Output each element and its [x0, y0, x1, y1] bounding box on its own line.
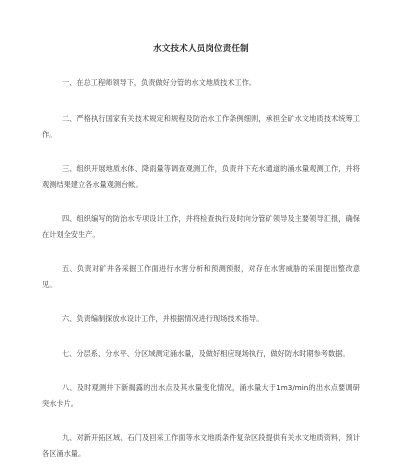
paragraph-9: 九、对新开拓区域、石门及回采工作面等水文地质条件复杂区段提供有关水文地质资料，预计各区涌水量。: [42, 432, 360, 458]
paragraph-8: 八、及时观测井下新揭露的出水点及其水量变化情况，涌水量大于1m3/min的出水点要调研突水卡片。: [42, 382, 360, 408]
paragraph-5: 五、负责对矿井各采掘工作面进行水害分析和预测预报，对存在水害威胁的采面提出整改意见。: [42, 263, 360, 289]
paragraph-4: 四、组织编写的防治水专项设计工作，并将检查执行及时向分管矿领导及主要领导汇报，确保在计划全安生产。: [42, 213, 360, 239]
paragraph-7: 七、分层系、分水平、分区域测定涌水量，及做好相应现场执行，做好防水时期参考数据。: [62, 349, 350, 358]
paragraph-1: 一、在总工程师领导下，负责做好分管的水文地质技术工作。: [62, 78, 257, 87]
document-title: 水文技术人员岗位责任制: [153, 44, 249, 54]
paragraph-6: 六、负责编制探放水设计工作，并根据情况进行现场技术指导。: [62, 313, 264, 323]
paragraph-3: 三、组织开展地质水体、降雨量等调查观测工作，负责井下充水通道的涌水量观测工作，并将观测结果建立各水量观测台帐。: [42, 163, 360, 189]
paragraph-2: 二、严格执行国家有关技术规定和规程及防治水工作条例细则，承担全矿水文地质技术统筹工作。: [42, 113, 360, 139]
